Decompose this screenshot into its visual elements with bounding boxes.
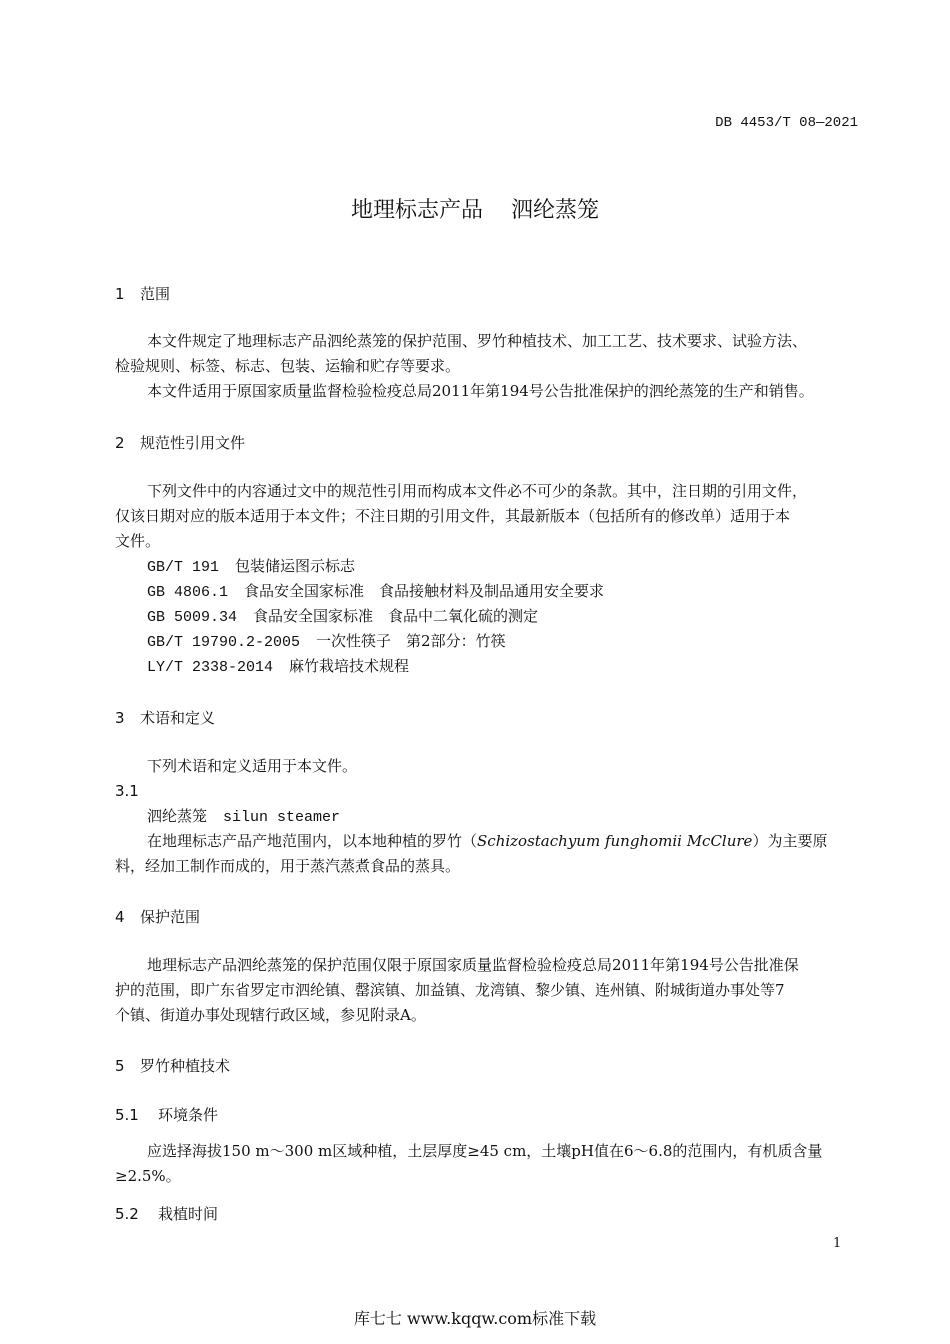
subsection-5-1-heading xyxy=(115,1104,218,1125)
references-paragraph-line-3: 文件。 xyxy=(115,532,161,550)
terms-intro: 下列术语和定义适用于本文件。 xyxy=(147,757,358,775)
reference-title: 麻竹栽培技术规程 xyxy=(289,657,410,675)
latin-name: Schizostachyum funghomii McClure xyxy=(477,832,753,850)
reference-title: 一次性筷子 第2部分：竹筷 xyxy=(316,632,506,650)
reference-item xyxy=(147,554,355,580)
protection-paragraph-line-2: 护的范围，即广东省罗定市泗纶镇、罄滨镇、加益镇、龙湾镇、黎少镇、连州镇、附城街道办事处等7 xyxy=(115,981,785,999)
subsection-5-2-heading xyxy=(115,1203,218,1224)
subsection-title: 栽植时间 xyxy=(158,1205,219,1223)
reference-item xyxy=(147,654,409,680)
section-number: 4 xyxy=(115,908,125,926)
section-2-heading xyxy=(115,432,245,453)
scope-paragraph-2: 本文件适用于原国家质量监督检验检疫总局2011年第194号公告批准保护的泗纶蒸笼的生产和销售。 xyxy=(147,382,814,400)
section-title: 规范性引用文件 xyxy=(140,434,246,452)
term-entry xyxy=(147,804,340,830)
section-title: 范围 xyxy=(140,285,171,303)
watermark-footer: 库七七 www.kqqw.com标准下载 xyxy=(353,1309,597,1328)
section-number: 5 xyxy=(115,1057,125,1075)
references-paragraph-line-2: 仅该日期对应的版本适用于本文件；不注日期的引用文件，其最新版本（包括所有的修改单）适用于本 xyxy=(115,507,791,525)
section-number: 3 xyxy=(115,709,125,727)
section-3-heading xyxy=(115,707,215,728)
references-paragraph-line-1: 下列文件中的内容通过文中的规范性引用而构成本文件必不可少的条款。其中，注日期的引用文件， xyxy=(147,482,808,500)
term-definition-line-2: 料，经加工制作而成的，用于蒸汽蒸煮食品的蒸具。 xyxy=(115,857,461,875)
reference-item xyxy=(147,629,506,655)
term-definition-line-1 xyxy=(147,829,827,854)
term-number: 3.1 xyxy=(115,782,139,800)
environment-paragraph-line-1: 应选择海拔150 m～300 m区域种植，土层厚度≥45 cm，土壤pH值在6～6.8的范围内，有机质含量 xyxy=(147,1142,823,1160)
scope-paragraph-1-line-2: 检验规则、标签、标志、包装、运输和贮存等要求。 xyxy=(115,357,461,375)
subsection-number: 5.2 xyxy=(115,1205,139,1223)
reference-title: 食品安全国家标准 食品接触材料及制品通用安全要求 xyxy=(244,582,605,600)
reference-code: GB/T 191 xyxy=(147,559,220,576)
section-number: 1 xyxy=(115,285,125,303)
section-4-heading xyxy=(115,906,200,927)
reference-item xyxy=(147,604,538,630)
reference-code: GB/T 19790.2-2005 xyxy=(147,634,301,651)
page-number: 1 xyxy=(833,1236,842,1251)
definition-text: 在地理标志产品产地范围内，以本地种植的罗竹（ xyxy=(147,832,478,850)
environment-paragraph-line-2: ≥2.5%。 xyxy=(115,1167,181,1185)
title-part-1: 地理标志产品 xyxy=(350,198,483,223)
section-title: 术语和定义 xyxy=(140,709,216,727)
section-1-heading xyxy=(115,283,170,304)
subsection-number: 5.1 xyxy=(115,1106,139,1124)
section-title: 保护范围 xyxy=(140,908,201,926)
term-english: silun steamer xyxy=(223,809,341,826)
term-chinese: 泗纶蒸笼 xyxy=(147,807,208,825)
reference-code: LY/T 2338-2014 xyxy=(147,659,274,676)
document-code: DB 4453/T 08—2021 xyxy=(715,115,858,131)
page-title xyxy=(0,193,950,224)
definition-text: ）为主要原 xyxy=(752,832,828,850)
reference-title: 食品安全国家标准 食品中二氧化硫的测定 xyxy=(253,607,539,625)
reference-code: GB 5009.34 xyxy=(147,609,238,626)
title-part-2: 泗纶蒸笼 xyxy=(511,198,600,223)
scope-paragraph-1-line-1: 本文件规定了地理标志产品泗纶蒸笼的保护范围、罗竹种植技术、加工工艺、技术要求、试验方法、 xyxy=(147,332,808,350)
reference-title: 包装储运图示标志 xyxy=(235,557,356,575)
protection-paragraph-line-3: 个镇、街道办事处现辖行政区域，参见附录A。 xyxy=(115,1006,426,1024)
reference-code: GB 4806.1 xyxy=(147,584,229,601)
protection-paragraph-line-1: 地理标志产品泗纶蒸笼的保护范围仅限于原国家质量监督检验检疫总局2011年第194号公告批准保 xyxy=(147,956,799,974)
reference-item xyxy=(147,579,604,605)
subsection-title: 环境条件 xyxy=(158,1106,219,1124)
section-title: 罗竹种植技术 xyxy=(140,1057,231,1075)
section-5-heading xyxy=(115,1055,230,1076)
section-number: 2 xyxy=(115,434,125,452)
